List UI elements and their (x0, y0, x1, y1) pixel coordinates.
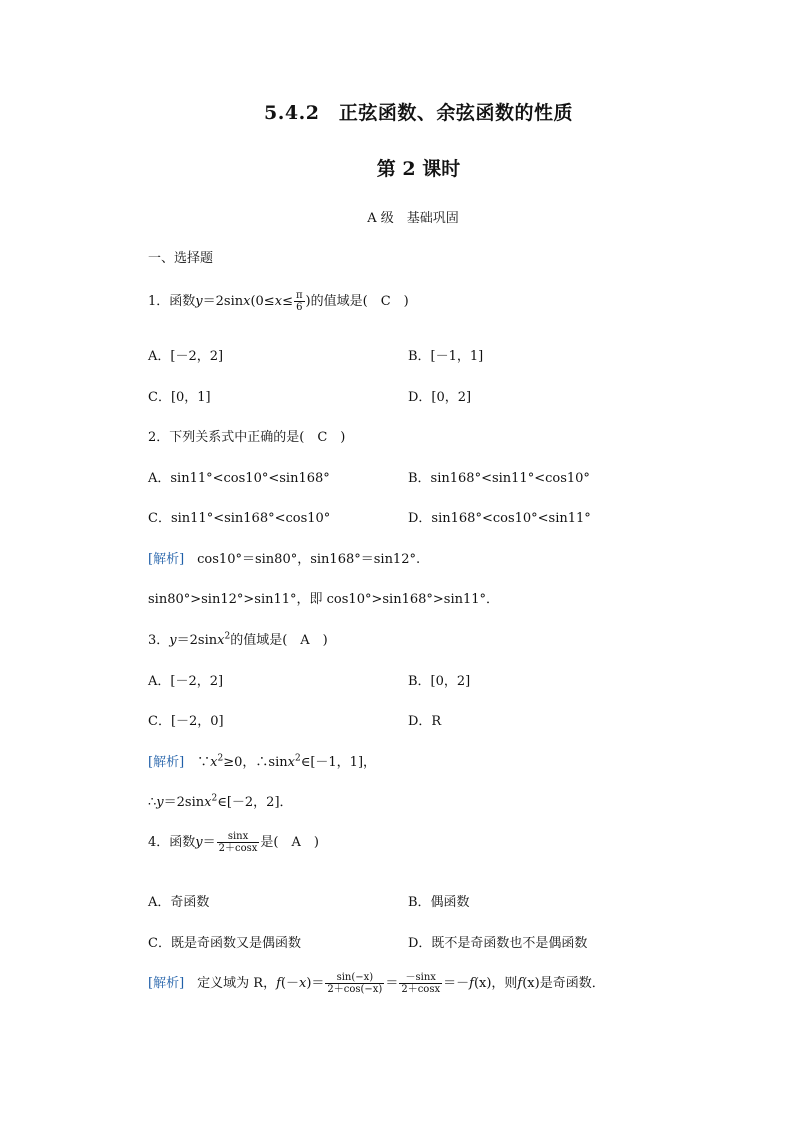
question-2-stem: 2．下列关系式中正确的是( C ) (148, 430, 346, 445)
lesson-subtitle: 第 2 课时 (376, 158, 461, 180)
q1-option-d: D．[0，2] (408, 390, 472, 405)
q4-option-c: C．既是奇函数又是偶函数 (148, 936, 301, 951)
explanation-tag: [解析] (148, 552, 185, 567)
q3-option-d: D．R (408, 714, 442, 729)
q1-option-c: C．[0，1] (148, 390, 211, 405)
q1-option-a: A．[－2，2] (148, 349, 224, 364)
q4-option-d: D．既不是奇函数也不是偶函数 (408, 936, 588, 951)
q4-explanation-line-1: [解析] 定义域为 R，f(－x)＝ $\frac{\sin(-x)}{2+\cos(-x)}$ ＝ $\frac{-\sin x}{2+\cos x}$ ＝－f(x)，则f(x)是奇函数． (148, 972, 605, 995)
q3-option-c: C．[－2，0] (148, 714, 224, 729)
level-heading: A 级 基础巩固 (367, 211, 459, 226)
q3-option-b: B．[0，2] (408, 674, 471, 689)
q2-option-a: A．sin11°<cos10°<sin168° (148, 471, 330, 486)
explanation-tag: [解析] (148, 755, 185, 770)
q2-explanation-line-2: sin80°>sin12°>sin11°，即 cos10°>sin168°>sin11°． (148, 592, 500, 607)
question-1-stem: 1．函数y＝2sinx(0≤x≤ $\frac{\pi}{6}$ )的值域是( C ) (148, 290, 409, 313)
question-4-stem: 4．函数y＝ $\frac{\sin x}{2+\cos x}$ 是( A ) (148, 831, 319, 854)
q3-explanation-line-2: ∴y＝2sinx$^2$∈[－2，2]． (148, 793, 293, 810)
q2-explanation-line-1: [解析] cos10°＝sin80°，sin168°＝sin12°. (148, 552, 421, 567)
q1-option-b: B．[－1，1] (408, 349, 484, 364)
q2-option-b: B．sin168°<sin11°<cos10° (408, 471, 590, 486)
fraction-pi-over-6: $\frac{\pi}{6}$ (295, 290, 303, 313)
fraction-sin-neg-x: $\frac{\sin(-x)}{2+\cos(-x)}$ (327, 972, 383, 995)
q3-explanation-line-1: [解析] $\because x^2\ge 0$，∴sinx$^2$∈[－1，1]， (148, 753, 377, 770)
q2-option-d: D．sin168°<cos10°<sin11° (408, 511, 591, 526)
fraction-neg-sinx: $\frac{-\sin x}{2+\cos x}$ (401, 972, 441, 995)
section-heading: 一、选择题 (148, 251, 214, 266)
q4-option-a: A．奇函数 (148, 895, 210, 910)
question-3-stem: 3．y＝2sinx$^2$的值域是( A ) (148, 631, 328, 648)
explanation-tag: [解析] (148, 976, 185, 991)
q2-option-c: C．sin11°<sin168°<cos10° (148, 511, 331, 526)
fraction-sinx-over-2-plus-cosx: $\frac{\sin x}{2+\cos x}$ (218, 831, 258, 854)
page-title: 5.4.2 正弦函数、余弦函数的性质 (264, 102, 573, 124)
q3-option-a: A．[－2，2] (148, 674, 224, 689)
q4-option-b: B．偶函数 (408, 895, 470, 910)
